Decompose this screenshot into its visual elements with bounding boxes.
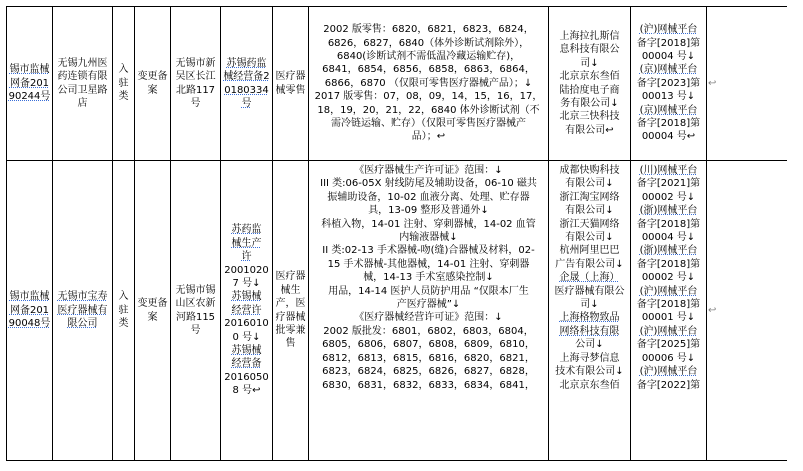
scope-cell: 2002 版零售：6820，6821，6823，6824， 6826，6827，6840（体外诊断试剂除外）， 6840(诊断试剂不需低温冷藏运输贮存)， 6841，6854，6856，6858，6863，6864， 6866，6870 （仅限可零售医疗器械产品）；↓ 2017 版零售：07，08，09，14，15，16，17， 18，19，20，21，22，6840 体外诊断试剂（不 需冷链运输、贮存）（仅限可零售医疗器械产 品）；↩ bbox=[309, 7, 549, 161]
paragraph-mark: ↩ bbox=[708, 304, 717, 316]
row-end-cell bbox=[707, 7, 787, 161]
reg-no-cell: 锡市监械网备20190048号 bbox=[7, 161, 53, 461]
table-row bbox=[7, 7, 787, 161]
platform-cell: 成都快购科技 有限公司↓ 浙江淘宝网络 有限公司↓ 浙江天猫网络 有限公司↓ 杭州阿里巴巴 广告有限公司↓ 企晟（上海） 医疗器械有限公司↓ 上海格物致品 网络科技有限 公司↓ 上海寻梦信息 技术有限公司↓ 北京京东叁佰 bbox=[549, 161, 631, 461]
mode-cell: 医疗器械生产，医疗器械批零兼售 bbox=[273, 161, 309, 461]
entry-type-cell: 入驻类 bbox=[113, 7, 135, 161]
change-type-cell: 变更备案 bbox=[135, 7, 171, 161]
mode-cell: 医疗器械零售 bbox=[273, 7, 309, 161]
record-cell: (川)网械平台 备字[2021]第 00002 号↓ (浙)网械平台 备字[2018]第 00004 号↓ (浙)网械平台 备字[2018]第 00002 号↓ (沪)网械平台 备字[2018]第 00001 号↓ (沪)网械平台 备字[2025]第 00006 号↓ (沪)网械平台 备字[2022]第 bbox=[631, 161, 707, 461]
license-cell: 苏药监 械生产 许 2001020 7 号↓ 苏锡械 经营许 2016010 0 号↓ 苏锡械 经营备 2016050 8 号↩ bbox=[221, 161, 273, 461]
registration-table bbox=[6, 6, 787, 461]
platform-cell: 上海拉扎斯信 息科技有限公 司↓ 北京京东叁佰 陆拾度电子商 务有限公司↓ 北京三快科技 有限公司↩ bbox=[549, 7, 631, 161]
entry-type-cell: 入驻类 bbox=[113, 161, 135, 461]
address-cell: 无锡市锡山区农新河路115号 bbox=[171, 161, 221, 461]
row-end-cell bbox=[707, 161, 787, 461]
address-cell: 无锡市新吴区长江北路117号 bbox=[171, 7, 221, 161]
table-row bbox=[7, 161, 787, 461]
scope-cell: 《医疗器械生产许可证》范围：↓ III 类:06-05X 射线防尾及辅助设备，06-10 磁共 振辅助设备，10-02 血液分离、处理、贮存器 具，13-09 整形及普通外↓ 科植入物，14-01 注射、穿刺器械，14-02 血管 内输液器械↓ II 类:02-13 手术器械-吻(缝)合器械及材料，02- 15 手术器械-其他器械，14-01 注射、穿刺器 械，14-13 手术室感染控制↓ 用品，14-14 医护人员防护用品 “仅限本厂生 产医疗器械”↓ 《医疗器械经营许可证》范围：↓ 2002 版批发：6801，6802，6803，6804， 6805，6806，6807，6808，6809，6810， 6812，6813，6815，6816，6820，6821， 6823，6824，6825，6826，6827，6828， 6830，6831，6832，6833，6834，6841， bbox=[309, 161, 549, 461]
license-cell: 苏锡药监械经营备20180334号 bbox=[221, 7, 273, 161]
change-type-cell: 变更备案 bbox=[135, 161, 171, 461]
company-cell: 无锡市宝寿医疗器械有限公司 bbox=[53, 161, 113, 461]
reg-no-cell: 锡市监械网备20190244号 bbox=[7, 7, 53, 161]
company-cell: 无锡九州医药连锁有限公司卫星路店 bbox=[53, 7, 113, 161]
paragraph-mark: ↩ bbox=[708, 77, 717, 89]
record-cell: (沪)网械平台 备字[2018]第 00004 号↓ (京)网械平台 备字[2023]第 00013 号↓ (京)网械平台 备字[2018]第 00004 号↩ bbox=[631, 7, 707, 161]
